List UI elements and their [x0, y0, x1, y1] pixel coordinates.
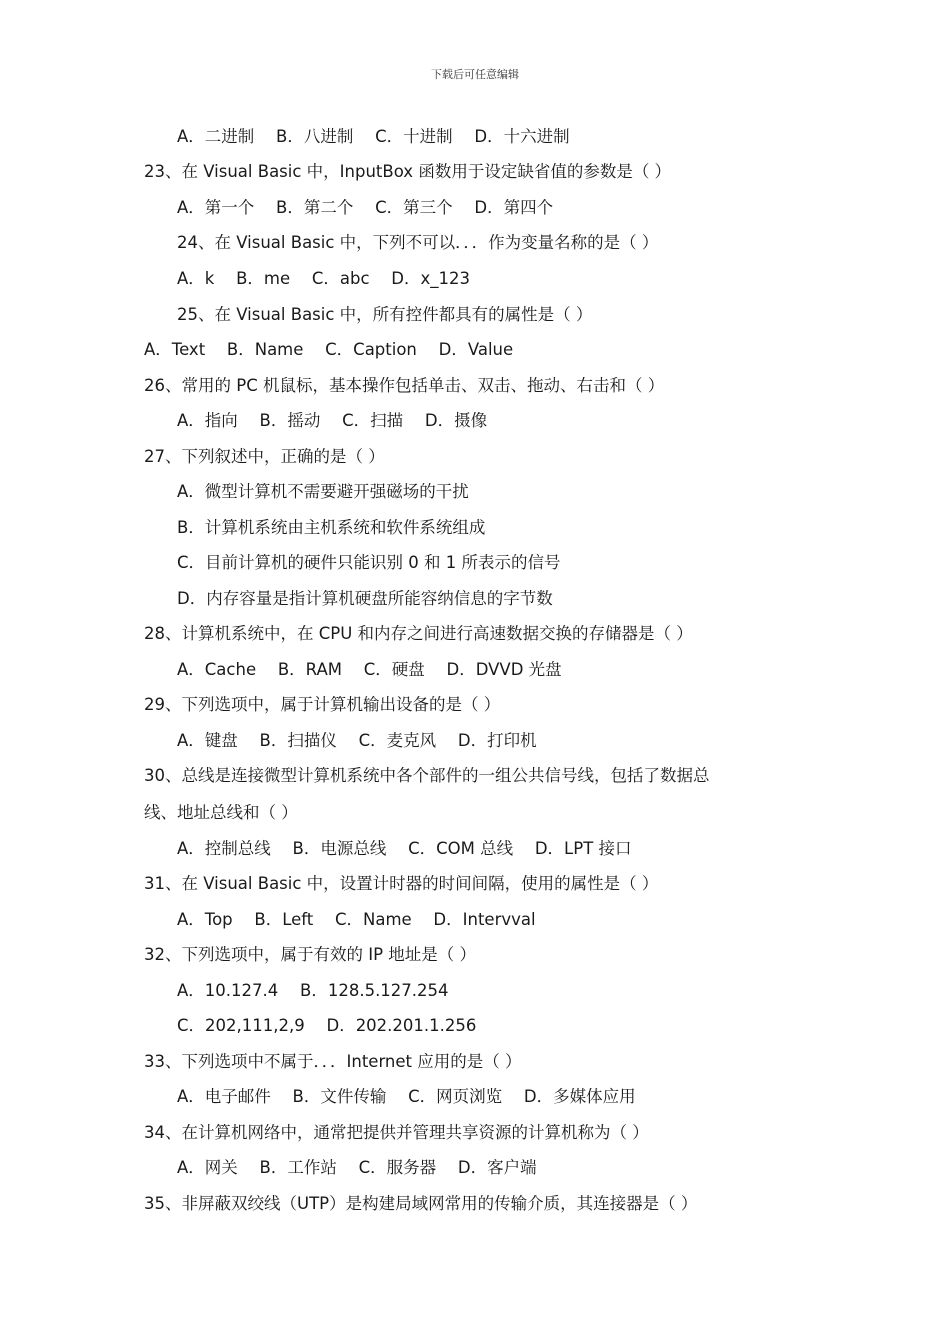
- text-line: 30、总线是连接微型计算机系统中各个部件的一组公共信号线，包括了数据总: [144, 766, 710, 785]
- text-line: C．202,111,2,9 D．202.201.1.256: [177, 1016, 477, 1035]
- text-line: A．控制总线 B．电源总线 C．COM 总线 D．LPT 接口: [177, 839, 632, 858]
- text-line: D．内存容量是指计算机硬盘所能容纳信息的字节数: [177, 589, 553, 608]
- text-line: 31、在 Visual Basic 中，设置计时器的时间间隔，使用的属性是（ ）: [144, 874, 659, 893]
- text-line: A．电子邮件 B．文件传输 C．网页浏览 D．多媒体应用: [177, 1087, 636, 1106]
- text-line: B．计算机系统由主机系统和软件系统组成: [177, 518, 486, 537]
- text-line: C．目前计算机的硬件只能识别 0 和 1 所表示的信号: [177, 553, 561, 572]
- text-line: 25、在 Visual Basic 中，所有控件都具有的属性是（ ）: [177, 305, 593, 324]
- text-line: 33、下列选项中不属于．．．Internet 应用的是（ ）: [144, 1052, 522, 1071]
- text-line: 28、计算机系统中，在 CPU 和内存之间进行高速数据交换的存储器是（ ）: [144, 624, 693, 643]
- text-line: A．网关 B．工作站 C．服务器 D．客户端: [177, 1158, 537, 1177]
- text-line: 27、下列叙述中，正确的是（ ）: [144, 447, 385, 466]
- text-line: 29、下列选项中，属于计算机输出设备的是（ ）: [144, 695, 501, 714]
- text-line: A．10.127.4 B．128.5.127.254: [177, 981, 449, 1000]
- text-line: A．Text B．Name C．Caption D．Value: [144, 340, 514, 359]
- text-line: A．第一个 B．第二个 C．第三个 D．第四个: [177, 198, 554, 217]
- text-line: A．Cache B．RAM C．硬盘 D．DVVD 光盘: [177, 660, 562, 679]
- page-header: 下载后可任意编辑: [431, 68, 519, 81]
- text-line: A．Top B．Left C．Name D．Intervval: [177, 910, 536, 929]
- text-line: 26、常用的 PC 机鼠标，基本操作包括单击、双击、拖动、右击和（ ）: [144, 376, 665, 395]
- text-line: 24、在 Visual Basic 中，下列不可以．．．作为变量名称的是（ ）: [177, 233, 659, 252]
- text-line: 35、非屏蔽双绞线（UTP）是构建局域网常用的传输介质，其连接器是（ ）: [144, 1194, 698, 1213]
- text-line: A．指向 B．摇动 C．扫描 D．摄像: [177, 411, 488, 430]
- text-line: 32、下列选项中，属于有效的 IP 地址是（ ）: [144, 945, 477, 964]
- text-line: 线、地址总线和（ ）: [144, 803, 298, 822]
- text-line: A．二进制 B．八进制 C．十进制 D．十六进制: [177, 127, 570, 146]
- text-line: A．键盘 B．扫描仪 C．麦克风 D．打印机: [177, 731, 537, 750]
- text-line: A．k B．me C．abc D．x_123: [177, 269, 471, 288]
- text-line: A．微型计算机不需要避开强磁场的干扰: [177, 482, 469, 501]
- text-line: 34、在计算机网络中，通常把提供并管理共享资源的计算机称为（ ）: [144, 1123, 649, 1142]
- text-line: 23、在 Visual Basic 中，InputBox 函数用于设定缺省值的参数是（ ）: [144, 162, 672, 181]
